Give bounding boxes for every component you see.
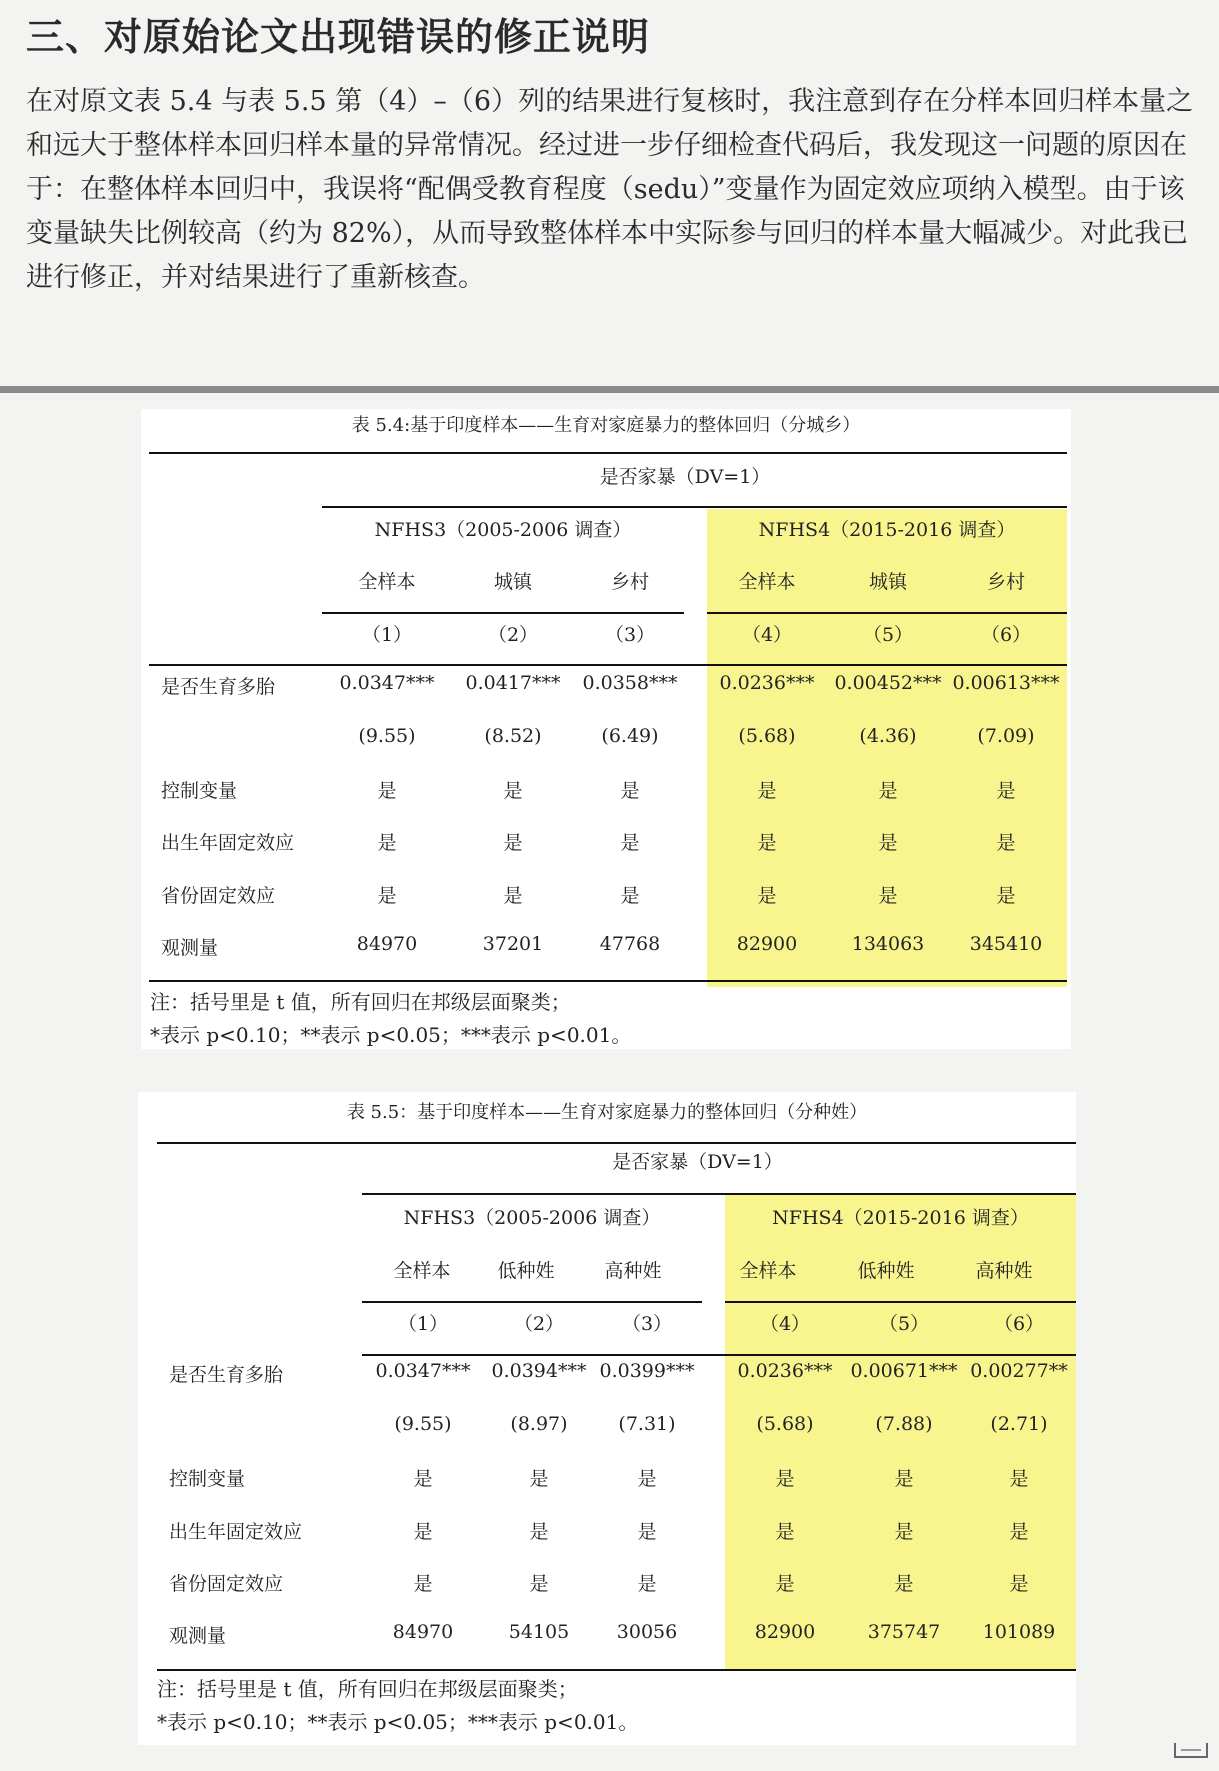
row-label: 出生年固定效应 [161, 832, 295, 854]
group-rule-2 [725, 1301, 1076, 1303]
cell: 是 [996, 885, 1016, 907]
dv-header: 是否家暴（DV=1） [599, 466, 771, 488]
cell: (2.71) [990, 1413, 1048, 1435]
subhead-4: 全样本 [739, 1260, 797, 1282]
colnum-5: （5） [878, 1313, 930, 1335]
subhead-5: 城镇 [868, 571, 907, 593]
cell: 是 [503, 885, 523, 907]
cell: 是 [894, 1573, 914, 1595]
cell: 37201 [482, 933, 544, 955]
cell: (6.49) [601, 725, 659, 747]
row-label: 控制变量 [169, 1468, 246, 1490]
cell: (5.68) [756, 1413, 814, 1435]
colnum-6: （6） [980, 624, 1032, 646]
scroll-indicator-icon [1171, 1739, 1211, 1761]
cell: 是 [620, 832, 640, 854]
cell: 是 [894, 1468, 914, 1490]
colnum-1: （1） [397, 1313, 449, 1335]
group-header-nfhs4: NFHS4（2015-2016 调查） [772, 1207, 1029, 1229]
cell: 30056 [616, 1621, 678, 1643]
subhead-3: 乡村 [610, 571, 649, 593]
bottom-rule [157, 1669, 1076, 1671]
cell: 是 [775, 1468, 795, 1490]
row-label: 是否生育多胎 [169, 1364, 284, 1386]
table-note: 注：括号里是 t 值，所有回归在邦级层面聚类； [157, 1677, 578, 1701]
cell: 0.00452*** [834, 672, 942, 694]
cell: 是 [637, 1573, 657, 1595]
cell: 是 [1009, 1521, 1029, 1543]
row-label: 观测量 [161, 937, 219, 959]
colnum-3: （3） [621, 1313, 673, 1335]
cell: 84970 [356, 933, 418, 955]
cell: 0.0236*** [719, 672, 815, 694]
cell: 是 [637, 1521, 657, 1543]
cell: (4.36) [859, 725, 917, 747]
cell: 是 [1009, 1468, 1029, 1490]
cell: 0.0394*** [491, 1360, 587, 1382]
cell: (8.97) [510, 1413, 568, 1435]
section-heading: 三、对原始论文出现错误的修正说明 [26, 14, 651, 59]
cell: (7.88) [875, 1413, 933, 1435]
colnum-5: （5） [862, 624, 914, 646]
cell: 0.0417*** [465, 672, 561, 694]
cell: 0.00277** [970, 1360, 1068, 1382]
significance-note: *表示 p<0.10；**表示 p<0.05；***表示 p<0.01。 [157, 1710, 639, 1734]
row-label: 控制变量 [161, 780, 238, 802]
subhead-1: 全样本 [393, 1260, 451, 1282]
group-header-nfhs3: NFHS3（2005-2006 调查） [374, 519, 632, 541]
cell: (9.55) [394, 1413, 452, 1435]
cell: (7.09) [977, 725, 1035, 747]
cell: 是 [878, 832, 898, 854]
cell: 375747 [867, 1621, 941, 1643]
cell: 是 [757, 885, 777, 907]
cell: 是 [529, 1521, 549, 1543]
cell: (8.52) [484, 725, 542, 747]
cell: 0.0347*** [339, 672, 435, 694]
cell: 0.0236*** [737, 1360, 833, 1382]
row-label: 观测量 [169, 1625, 227, 1647]
cell: 84970 [392, 1621, 454, 1643]
cell: 是 [757, 832, 777, 854]
cell: 是 [503, 780, 523, 802]
cell: 是 [996, 832, 1016, 854]
row-label: 是否生育多胎 [161, 676, 276, 698]
table-5-4 [141, 409, 1071, 1049]
cell: 是 [620, 780, 640, 802]
colnum-1: （1） [361, 624, 413, 646]
cell: 是 [503, 832, 523, 854]
group-header-nfhs3: NFHS3（2005-2006 调查） [403, 1207, 661, 1229]
row-label: 省份固定效应 [161, 885, 276, 907]
cell: (7.31) [618, 1413, 676, 1435]
subhead-6: 乡村 [986, 571, 1025, 593]
cell: 是 [637, 1468, 657, 1490]
subhead-6: 高种姓 [975, 1260, 1033, 1282]
cell: 是 [529, 1573, 549, 1595]
cell: 是 [413, 1521, 433, 1543]
cell: 0.0399*** [599, 1360, 695, 1382]
row-label: 省份固定效应 [169, 1573, 284, 1595]
colnum-3: （3） [604, 624, 656, 646]
group-rule-2 [707, 612, 1067, 614]
significance-note: *表示 p<0.10；**表示 p<0.05；***表示 p<0.01。 [150, 1023, 632, 1047]
cell: 是 [1009, 1573, 1029, 1595]
group-rule-1 [362, 1301, 702, 1303]
subhead-3: 高种姓 [604, 1260, 662, 1282]
cell: 是 [377, 832, 397, 854]
subhead-2: 城镇 [493, 571, 532, 593]
dv-rule [362, 1193, 1076, 1195]
cell: 是 [878, 780, 898, 802]
cell: 是 [377, 780, 397, 802]
cell: (9.55) [358, 725, 416, 747]
cell: 是 [757, 780, 777, 802]
cell: 82900 [736, 933, 798, 955]
header-bottom-rule [149, 664, 1067, 666]
subhead-1: 全样本 [358, 571, 416, 593]
cell: 345410 [969, 933, 1043, 955]
cell: 0.0358*** [582, 672, 678, 694]
top-rule [157, 1142, 1076, 1144]
cell: 134063 [851, 933, 925, 955]
bottom-rule [149, 980, 1067, 982]
table-5-5 [138, 1092, 1076, 1745]
cell: 是 [413, 1468, 433, 1490]
colnum-2: （2） [513, 1313, 565, 1335]
cell: 是 [894, 1521, 914, 1543]
cell: 是 [996, 780, 1016, 802]
dv-header: 是否家暴（DV=1） [612, 1151, 783, 1173]
table-caption: 表 5.5：基于印度样本——生育对家庭暴力的整体回归（分种姓） [346, 1102, 868, 1123]
cell: 是 [413, 1573, 433, 1595]
cell: 0.00671*** [850, 1360, 958, 1382]
colnum-2: （2） [487, 624, 539, 646]
colnum-4: （4） [741, 624, 793, 646]
cell: 54105 [508, 1621, 570, 1643]
colnum-4: （4） [759, 1313, 811, 1335]
cell: 0.00613*** [952, 672, 1060, 694]
cell: 82900 [754, 1621, 816, 1643]
header-bottom-rule [362, 1354, 1076, 1356]
colnum-6: （6） [993, 1313, 1045, 1335]
group-header-nfhs4: NFHS4（2015-2016 调查） [758, 519, 1016, 541]
cell: 是 [775, 1521, 795, 1543]
correction-paragraph: 在对原文表 5.4 与表 5.5 第（4）–（6）列的结果进行复核时，我注意到存在分样本回归样本量之和远大于整体样本回归样本量的异常情况。经过进一步仔细检查代码后，我发现这一问题的原因在于：在整体样本回归中，我误将“配偶受教育程度（sedu）”变量作为固定效应项纳入模型。由于该变量缺失比例较高（约为 82%），从而导致整体样本中实际参与回归的样本量大幅减少。对此我已进行修正，并对结果进行了重新核查。 [26, 86, 1194, 293]
group-rule-1 [322, 612, 684, 614]
subhead-2: 低种姓 [497, 1260, 555, 1282]
cell: 是 [878, 885, 898, 907]
cell: 是 [529, 1468, 549, 1490]
dv-rule [322, 506, 1067, 508]
subhead-5: 低种姓 [857, 1260, 915, 1282]
cell: (5.68) [738, 725, 796, 747]
cell: 是 [620, 885, 640, 907]
table-note: 注：括号里是 t 值，所有回归在邦级层面聚类； [150, 990, 571, 1014]
section-divider [0, 386, 1219, 393]
table-caption: 表 5.4:基于印度样本——生育对家庭暴力的整体回归（分城乡） [351, 415, 861, 436]
cell: 47768 [599, 933, 661, 955]
cell: 0.0347*** [375, 1360, 471, 1382]
cell: 101089 [982, 1621, 1056, 1643]
cell: 是 [377, 885, 397, 907]
cell: 是 [775, 1573, 795, 1595]
subhead-4: 全样本 [738, 571, 796, 593]
row-label: 出生年固定效应 [169, 1521, 303, 1543]
top-rule [149, 452, 1067, 454]
